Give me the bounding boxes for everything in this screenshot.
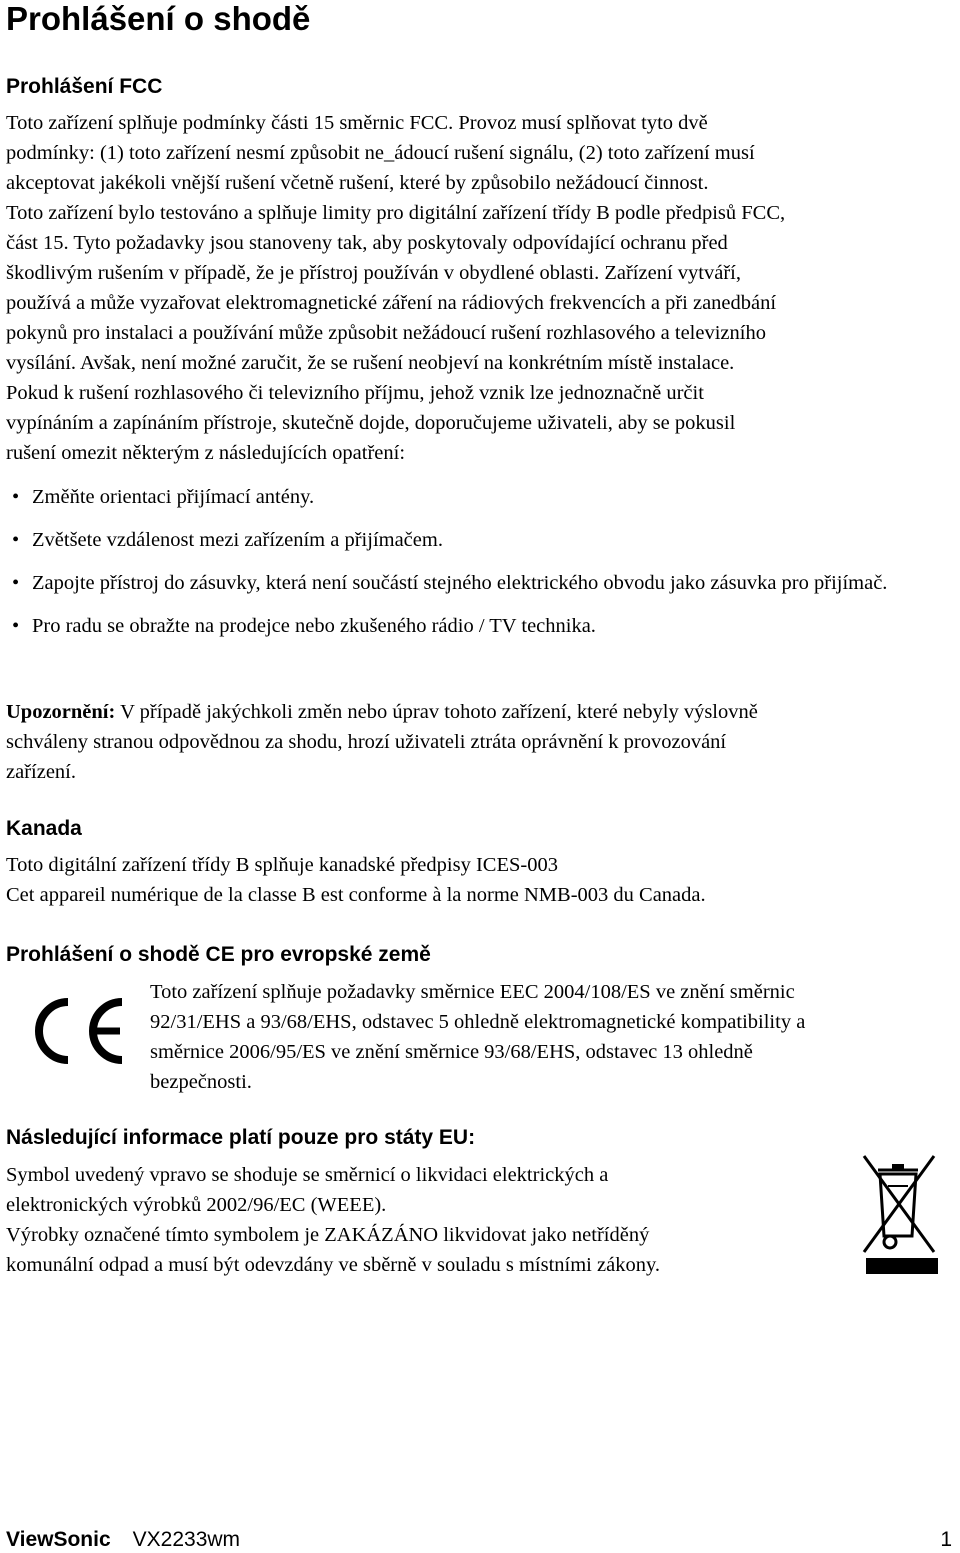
fcc-line: podmínky: (1) toto zařízení nesmí způsobit ne_ádoucí rušení signálu, (2) toto zařízení musí	[6, 142, 755, 164]
canada-line: Cet appareil numérique de la classe B est conforme à la norme NMB-003 du Canada.	[6, 884, 706, 906]
eu-paragraph	[6, 1160, 836, 1280]
page-number: 1	[940, 1528, 952, 1551]
bullet-icon: •	[12, 572, 20, 594]
list-item	[6, 568, 956, 598]
ce-line: 92/31/EHS a 93/68/EHS, odstavec 5 ohledně elektromagnetické kompatibility a	[150, 1011, 806, 1033]
bullet-icon: •	[12, 486, 20, 508]
list-item-text: Zapojte přístroj do zásuvky, která není součástí stejného elektrického obvodu jako zásuvka pro přijímač.	[32, 572, 888, 594]
footer-brand: ViewSonic	[6, 1528, 111, 1551]
ce-mark-icon	[22, 996, 126, 1066]
fcc-line: část 15. Tyto požadavky jsou stanoveny tak, aby poskytovaly odpovídající ochranu před	[6, 232, 728, 254]
list-item	[6, 482, 956, 512]
fcc-measures-list	[6, 482, 956, 654]
ce-heading: Prohlášení o shodě CE pro evropské země	[6, 943, 431, 966]
warning-text: V případě jakýchkoli změn nebo úprav tohoto zařízení, které nebyly výslovně	[115, 701, 758, 723]
fcc-line: rušení omezit některým z následujících opatření:	[6, 442, 406, 464]
bullet-icon: •	[12, 529, 20, 551]
fcc-heading: Prohlášení FCC	[6, 75, 163, 98]
list-item-text: Zvětšete vzdálenost mezi zařízením a přijímačem.	[32, 529, 443, 551]
fcc-line: Toto zařízení splňuje podmínky části 15 směrnic FCC. Provoz musí splňovat tyto dvě	[6, 112, 708, 134]
eu-line: Symbol uvedený vpravo se shoduje se směrnicí o likvidaci elektrických a	[6, 1164, 609, 1186]
fcc-paragraph	[6, 108, 956, 468]
canada-paragraph	[6, 850, 956, 910]
eu-line: elektronických výrobků 2002/96/EC (WEEE).	[6, 1194, 387, 1216]
ce-paragraph	[150, 977, 956, 1097]
fcc-line: pokynů pro instalaci a používání může způsobit nežádoucí rušení rozhlasového a televizního	[6, 322, 766, 344]
ce-line: bezpečnosti.	[150, 1071, 252, 1093]
ce-line: směrnice 2006/95/ES ve znění směrnice 93/68/EHS, odstavec 13 ohledně	[150, 1041, 753, 1063]
eu-heading: Následující informace platí pouze pro státy EU:	[6, 1126, 476, 1149]
eu-line: Výrobky označené tímto symbolem je ZAKÁZÁNO likvidovat jako netříděný	[6, 1224, 650, 1246]
canada-heading: Kanada	[6, 817, 82, 840]
warning-text: schváleny stranou odpovědnou za shodu, hrozí uživateli ztráta oprávnění k provozování	[6, 731, 727, 753]
list-item-text: Změňte orientaci přijímací antény.	[32, 486, 315, 508]
canada-line: Toto digitální zařízení třídy B splňuje kanadské předpisy ICES-003	[6, 854, 558, 876]
eu-line: komunální odpad a musí být odevzdány ve sběrně v souladu s místními zákony.	[6, 1254, 660, 1276]
fcc-line: akceptovat jakékoli vnější rušení včetně rušení, které by způsobilo nežádoucí činnost.	[6, 172, 709, 194]
list-item	[6, 525, 956, 555]
fcc-warning	[6, 697, 956, 787]
footer	[6, 1527, 240, 1553]
crossed-out-wheelie-bin-icon	[858, 1152, 940, 1278]
fcc-line: používá a může vyzařovat elektromagnetické záření na rádiových frekvencích a při zanedbání	[6, 292, 777, 314]
list-item-text: Pro radu se obražte na prodejce nebo zkušeného rádio / TV technika.	[32, 615, 596, 637]
fcc-line: vysílání. Avšak, není možné zaručit, že se rušení neobjeví na konkrétním místě instalace.	[6, 352, 735, 374]
fcc-line: Toto zařízení bylo testováno a splňuje limity pro digitální zařízení třídy B podle předpisů FCC,	[6, 202, 786, 224]
ce-line: Toto zařízení splňuje požadavky směrnice EEC 2004/108/ES ve znění směrnic	[150, 981, 795, 1003]
fcc-line: vypínáním a zapínáním přístroje, skutečně dojde, doporučujeme uživateli, aby se pokusil	[6, 412, 736, 434]
fcc-line: škodlivým rušením v případě, že je přístroj používán v obydlené oblasti. Zařízení vytváří,	[6, 262, 741, 284]
footer-model: VX2233wm	[132, 1528, 241, 1551]
warning-text: zařízení.	[6, 761, 76, 783]
list-item	[6, 611, 956, 641]
bullet-icon: •	[12, 615, 20, 637]
page-title: Prohlášení o shodě	[6, 0, 311, 37]
warning-label: Upozornění:	[6, 701, 116, 723]
fcc-line: Pokud k rušení rozhlasového či televizního příjmu, jehož vznik lze jednoznačně určit	[6, 382, 704, 404]
